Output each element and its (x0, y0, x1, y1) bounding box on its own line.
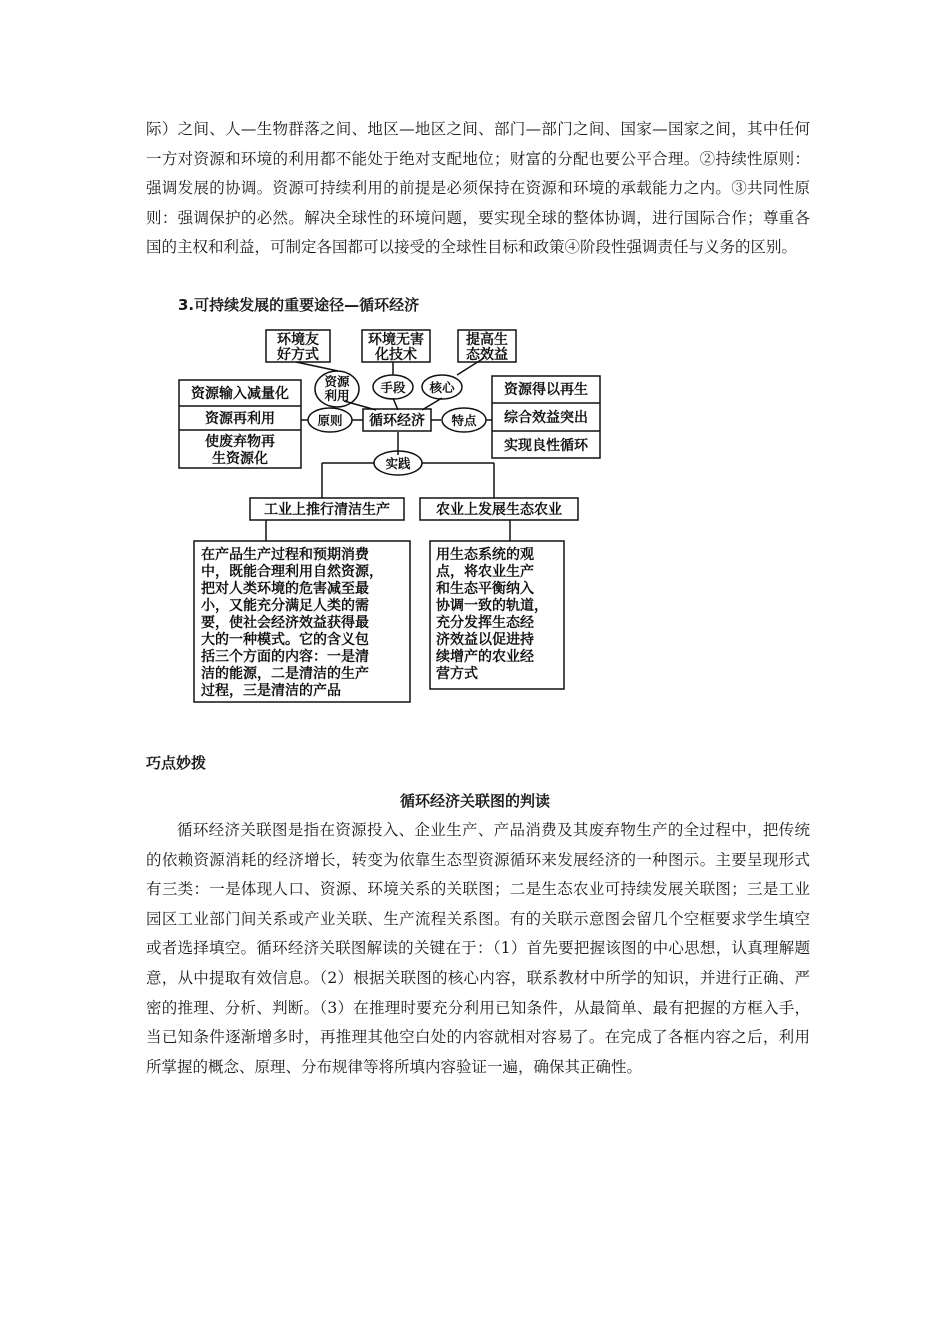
center-node: 循环经济 (369, 413, 425, 429)
agriculture-line: 充分发挥生态经 (436, 615, 534, 631)
oval-practice: 实践 (385, 456, 411, 471)
agriculture-line: 续增产的农业经 (436, 649, 534, 665)
oval-principle: 原则 (317, 413, 343, 428)
industry-line: 括三个方面的内容：一是清 (201, 649, 369, 665)
goal-box-3-line2: 态效益 (466, 347, 508, 363)
oval-resource-use-line2: 利用 (324, 388, 350, 403)
agriculture-line: 济效益以促进持 (436, 632, 534, 648)
circular-economy-diagram (174, 326, 610, 706)
oval-resource-use-line1: 资源 (324, 374, 350, 389)
industry-title: 工业上推行清洁生产 (264, 502, 390, 518)
industry-line: 大的一种模式。它的含义包 (201, 632, 369, 648)
industry-line: 洁的能源，二是清洁的生产 (201, 666, 369, 682)
agriculture-title: 农业上发展生态农业 (436, 502, 562, 518)
industry-line: 过程，三是清洁的产品 (201, 683, 341, 699)
goal-box-1-line2: 好方式 (277, 347, 319, 363)
article-title: 循环经济关联图的判读 (399, 792, 550, 810)
industry-line: 小，又能充分满足人类的需 (201, 598, 369, 614)
feature-item: 实现良性循环 (504, 438, 588, 454)
industry-line: 中，既能合理利用自然资源， (201, 564, 383, 580)
feature-item: 综合效益突出 (504, 410, 588, 426)
industry-line: 要，使社会经济效益获得最 (201, 615, 369, 631)
oval-core: 核心 (429, 380, 455, 395)
industry-line: 把对人类环境的危害减至最 (201, 581, 369, 597)
industry-line: 在产品生产过程和预期消费 (201, 547, 369, 563)
agriculture-line: 用生态系统的观 (436, 547, 534, 563)
oval-features: 特点 (451, 413, 477, 428)
principle-item-line2: 生资源化 (212, 451, 268, 467)
feature-item: 资源得以再生 (504, 382, 588, 398)
agriculture-line: 营方式 (436, 666, 478, 682)
agriculture-line: 和生态平衡纳入 (436, 581, 534, 597)
principle-item: 资源输入减量化 (191, 386, 289, 402)
section-heading: 3.可持续发展的重要途径—循环经济 (178, 296, 420, 314)
body-paragraph: 循环经济关联图是指在资源投入、企业生产、产品消费及其废弃物生产的全过程中，把传统的依赖资源消耗的经济增长，转变为依靠生态型资源循环来发展经济的一种图示。主要呈现形式有三类：一是体现人口、资源、环境关系的关联图；二是生态农业可持续发展关联图；三是工业园区工业部门间关系或产业关联、生产流程关系图。有的关联示意图会留几个空框要求学生填空或者选择填空。循环经济关联图解读的关键在于：（1）首先要把握该图的中心思想，认真理解题意，从中提取有效信息。（2）根据关联图的核心内容，联系教材中所学的知识，并进行正确、严密的推理、分析、判断。（3）在推理时要充分利用已知条件，从最简单、最有把握的方框入手，当已知条件逐渐增多时，再推理其他空白处的内容就相对容易了。在完成了各框内容之后，利用所掌握的概念、原理、分布规律等将所填内容验证一遍，确保其正确性。 (146, 821, 810, 1076)
oval-means: 手段 (380, 380, 406, 395)
goal-box-2-line2: 化技术 (375, 347, 417, 363)
goal-box-1-line1: 环境友 (277, 332, 319, 348)
goal-box-3-line1: 提高生 (466, 332, 508, 348)
principle-item: 资源再利用 (205, 411, 275, 427)
top-paragraph: 际）之间、人—生物群落之间、地区—地区之间、部门—部门之间、国家—国家之间，其中任何一方对资源和环境的利用都不能处于绝对支配地位；财富的分配也要公平合理。②持续性原则：强调发展的协调。资源可持续利用的前提是必须保持在资源和环境的承载能力之内。③共同性原则：强调保护的必然。解决全球性的环境问题，要实现全球的整体协调，进行国际合作；尊重各国的主权和利益，可制定各国都可以接受的全球性目标和政策④阶段性强调责任与义务的区别。 (146, 120, 810, 257)
agriculture-line: 点，将农业生产 (436, 564, 534, 580)
goal-box-2-line1: 环境无害 (368, 332, 424, 348)
agriculture-line: 协调一致的轨道， (436, 598, 548, 614)
tips-heading: 巧点妙拨 (146, 754, 207, 772)
principle-item-line1: 使废弃物再 (205, 434, 275, 450)
